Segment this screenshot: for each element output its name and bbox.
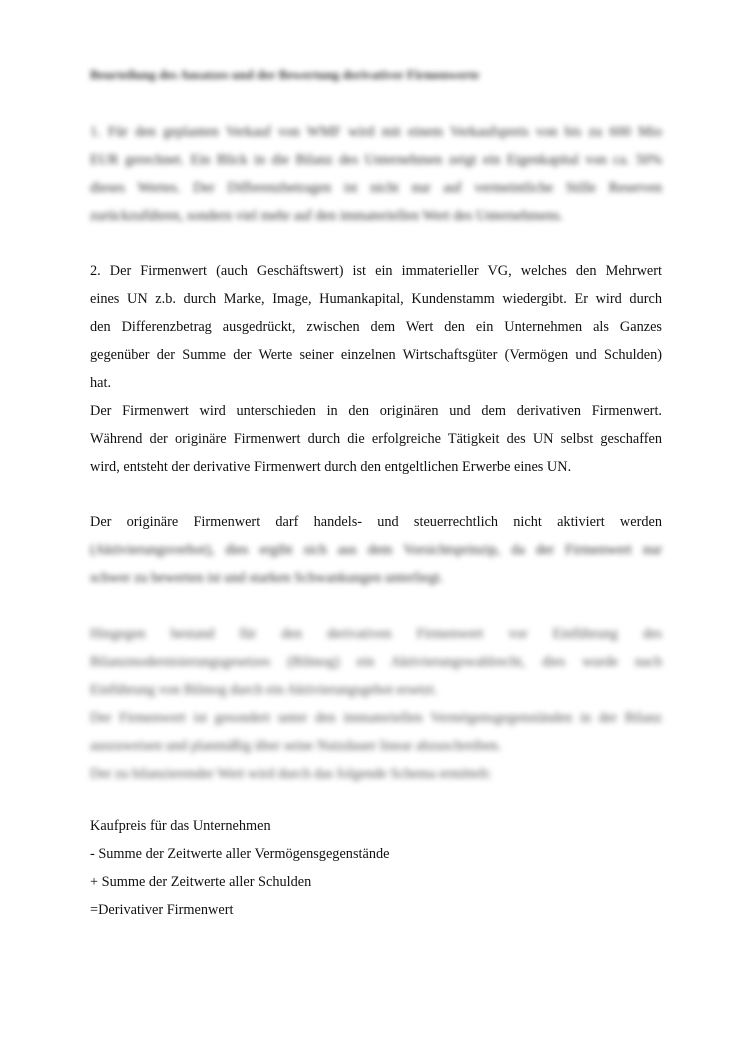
scheme-line: Kaufpreis für das Unternehmen	[90, 818, 271, 834]
paragraph-2	[90, 257, 662, 481]
paragraph-1	[90, 118, 662, 230]
text-line: Der originäre Firmenwert darf handels- und steuerrechtlich nicht aktiviert werden	[90, 514, 662, 530]
text-line: auszuweisen und planmäßig über seine Nutzdauer linear abzuschreiben.	[90, 738, 502, 754]
text-line: Der Firmenwert wird unterschieden in den originären und dem derivativen Firmenwert.	[90, 403, 662, 419]
text-line: zurückzuführen, sondern viel mehr auf den immateriellen Wert des Unternehmens.	[90, 208, 563, 224]
text-line: dieses Wertes. Der Differenzbetragen ist nicht nur auf vermeintliche Stille Reserven	[90, 180, 662, 196]
text-line: Hingegen bestand für den derivativen Firmenwert vor Einführung des	[90, 626, 662, 642]
text-line: 2. Der Firmenwert (auch Geschäftswert) ist ein immaterieller VG, welches den Mehrwert	[90, 263, 662, 279]
paragraph-3-rest	[90, 536, 662, 592]
calculation-scheme	[90, 812, 662, 924]
text-line: wird, entsteht der derivative Firmenwert durch den entgeltlichen Erwerbe eines UN.	[90, 459, 572, 475]
paragraph-4	[90, 620, 662, 788]
text-line: schwer zu bewerten ist und starken Schwankungen unterliegt.	[90, 570, 444, 586]
document-title: Beurteilung des Ansatzes und der Bewertung derivativer Firmenwerte	[90, 67, 480, 82]
scheme-line: + Summe der Zeitwerte aller Schulden	[90, 874, 312, 890]
text-line: 1. Für den geplanten Verkauf von WMF wird mit einem Verkaufspreis von bis zu 600 Mio	[90, 124, 662, 140]
text-line: den Differenzbetrag ausgedrückt, zwischen dem Wert den ein Unternehmen als Ganzes	[90, 319, 662, 335]
text-line: Bilanzmodernisierungsgesetzes (Bilmog) ein Aktivierungswahlrecht, dies wurde nach	[90, 654, 662, 670]
text-line: Der Firmenwert ist gesondert unter den immateriellen Vermögensgegenständen in der Bilanz	[90, 710, 662, 726]
scheme-line: - Summe der Zeitwerte aller Vermögensgegenstände	[90, 846, 390, 862]
text-line: eines UN z.b. durch Marke, Image, Humankapital, Kundenstamm wiedergibt. Er wird durch	[90, 291, 662, 307]
scheme-line: =Derivativer Firmenwert	[90, 902, 234, 918]
text-line: (Aktivierungsverbot), dies ergibt sich aus dem Vorsichtsprinzip, da der Firmenwert nur	[90, 542, 662, 558]
text-line: Einführung von Bilmog durch ein Aktivierungsgebot ersetzt.	[90, 682, 438, 698]
text-line: Während der originäre Firmenwert durch die erfolgreiche Tätigkeit des UN selbst geschaffen	[90, 431, 662, 447]
paragraph-3-first-line	[90, 508, 662, 536]
text-line: Der zu bilanzierender Wert wird durch das folgende Schema ermittelt:	[90, 766, 492, 782]
text-line: EUR gerechnet. Ein Blick in die Bilanz des Unternehmen zeigt ein Eigenkapital von ca. 50%	[90, 152, 662, 168]
text-line: hat.	[90, 375, 112, 391]
text-line: gegenüber der Summe der Werte seiner einzelnen Wirtschaftsgüter (Vermögen und Schulden)	[90, 347, 662, 363]
